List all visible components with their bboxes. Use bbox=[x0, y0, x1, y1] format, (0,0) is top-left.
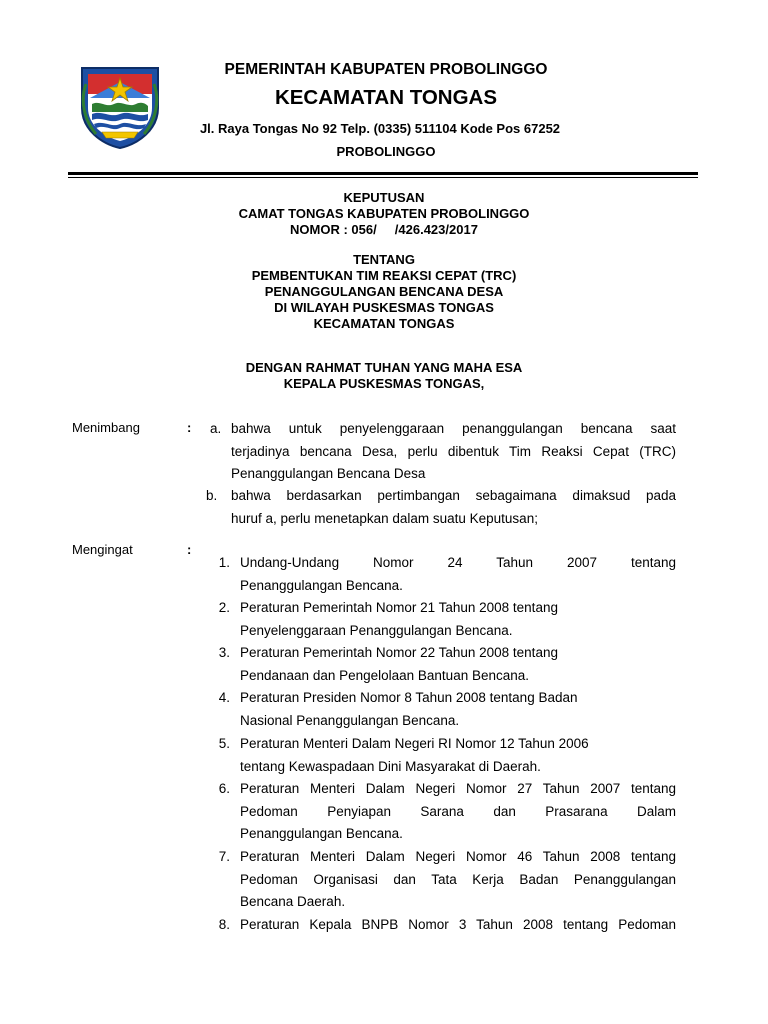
item-text-line: Pedoman Penyiapan Sarana dan Prasarana Dalam bbox=[240, 803, 676, 819]
mengingat-label: Mengingat bbox=[72, 542, 133, 557]
preamble-line: KEPALA PUSKESMAS TONGAS, bbox=[283, 376, 485, 391]
item-text-line: Peraturan Menteri Dalam Negeri Nomor 27 Tahun 2007 tentang bbox=[240, 781, 676, 796]
item-marker: 8. bbox=[218, 917, 230, 932]
item-text-line: Pedoman Organisasi dan Tata Kerja Badan Penanggulangan bbox=[240, 871, 676, 887]
subject-line: PENANGGULANGAN BENCANA DESA bbox=[264, 284, 504, 299]
item-text-line: terjadinya bencana Desa, perlu dibentuk Tim Reaksi Cepat (TRC) bbox=[231, 443, 676, 459]
letterhead-divider-thin bbox=[68, 177, 698, 178]
letterhead-district: KECAMATAN TONGAS bbox=[274, 86, 498, 109]
letterhead-city: PROBOLINGGO bbox=[336, 144, 436, 159]
subject-line: PEMBENTUKAN TIM REAKSI CEPAT (TRC) bbox=[251, 268, 517, 283]
menimbang-label: Menimbang bbox=[72, 420, 140, 435]
item-text-line: Peraturan Menteri Dalam Negeri Nomor 46 Tahun 2008 tentang bbox=[240, 849, 676, 864]
subject-heading bbox=[84, 252, 684, 332]
item-marker: 3. bbox=[218, 645, 230, 660]
item-text-line: bahwa untuk penyelenggaraan penanggulangan bencana saat bbox=[231, 421, 676, 436]
decision-issuer: CAMAT TONGAS KABUPATEN PROBOLINGGO bbox=[238, 206, 530, 221]
item-marker: 7. bbox=[218, 849, 230, 864]
item-text-line: Peraturan Presiden Nomor 8 Tahun 2008 tentang Badan bbox=[240, 690, 578, 705]
menimbang-colon: : bbox=[187, 420, 192, 435]
subject-line: DI WILAYAH PUSKESMAS TONGAS bbox=[274, 300, 494, 315]
item-text-line: Nasional Penanggulangan Bencana. bbox=[240, 712, 460, 728]
item-text-line: bahwa berdasarkan pertimbangan sebagaimana dimaksud pada bbox=[231, 488, 676, 503]
item-text-line: Pendanaan dan Pengelolaan Bantuan Bencana. bbox=[240, 667, 530, 683]
decision-title: KEPUTUSAN bbox=[343, 190, 425, 205]
item-text-line: Penanggulangan Bencana. bbox=[240, 826, 403, 841]
item-marker: b. bbox=[206, 488, 218, 503]
mengingat-colon: : bbox=[187, 542, 192, 557]
item-text-line: Bencana Daerah. bbox=[240, 894, 346, 909]
item-marker: 4. bbox=[218, 690, 230, 705]
item-marker: 1. bbox=[218, 555, 230, 570]
preamble-line: DENGAN RAHMAT TUHAN YANG MAHA ESA bbox=[245, 360, 523, 375]
item-marker: a. bbox=[210, 421, 222, 436]
item-marker: 2. bbox=[218, 600, 230, 615]
item-text-line: Penyelenggaraan Penanggulangan Bencana. bbox=[240, 622, 513, 638]
item-text-line: Peraturan Pemerintah Nomor 22 Tahun 2008 tentang bbox=[240, 645, 558, 660]
item-marker: 6. bbox=[218, 781, 230, 796]
item-text-line: Penanggulangan Bencana Desa bbox=[231, 466, 426, 481]
item-text-line: Undang-Undang Nomor 24 Tahun 2007 tentang bbox=[240, 555, 676, 570]
item-text-line: Peraturan Menteri Dalam Negeri RI Nomor 12 Tahun 2006 bbox=[240, 736, 589, 751]
preamble bbox=[84, 360, 684, 392]
letterhead-divider bbox=[68, 172, 698, 175]
item-text-line: huruf a, perlu menetapkan dalam suatu Keputusan; bbox=[231, 510, 538, 526]
subject-line: KECAMATAN TONGAS bbox=[313, 316, 455, 331]
item-text-line: Penanggulangan Bencana. bbox=[240, 577, 403, 593]
regency-coat-of-arms-icon bbox=[76, 64, 164, 150]
subject-label: TENTANG bbox=[353, 252, 415, 267]
item-marker: 5. bbox=[218, 736, 230, 751]
decision-number: NOMOR : 056/ /426.423/2017 bbox=[290, 222, 478, 237]
item-text-line: Peraturan Kepala BNPB Nomor 3 Tahun 2008 tentang Pedoman bbox=[240, 917, 676, 932]
decision-heading bbox=[84, 190, 684, 238]
letterhead-address: Jl. Raya Tongas No 92 Telp. (0335) 511104 Kode Pos 67252 bbox=[199, 121, 561, 136]
item-text-line: tentang Kewaspadaan Dini Masyarakat di Daerah. bbox=[240, 758, 541, 774]
letterhead-government: PEMERINTAH KABUPATEN PROBOLINGGO bbox=[224, 61, 548, 78]
item-text-line: Peraturan Pemerintah Nomor 21 Tahun 2008 tentang bbox=[240, 600, 558, 615]
